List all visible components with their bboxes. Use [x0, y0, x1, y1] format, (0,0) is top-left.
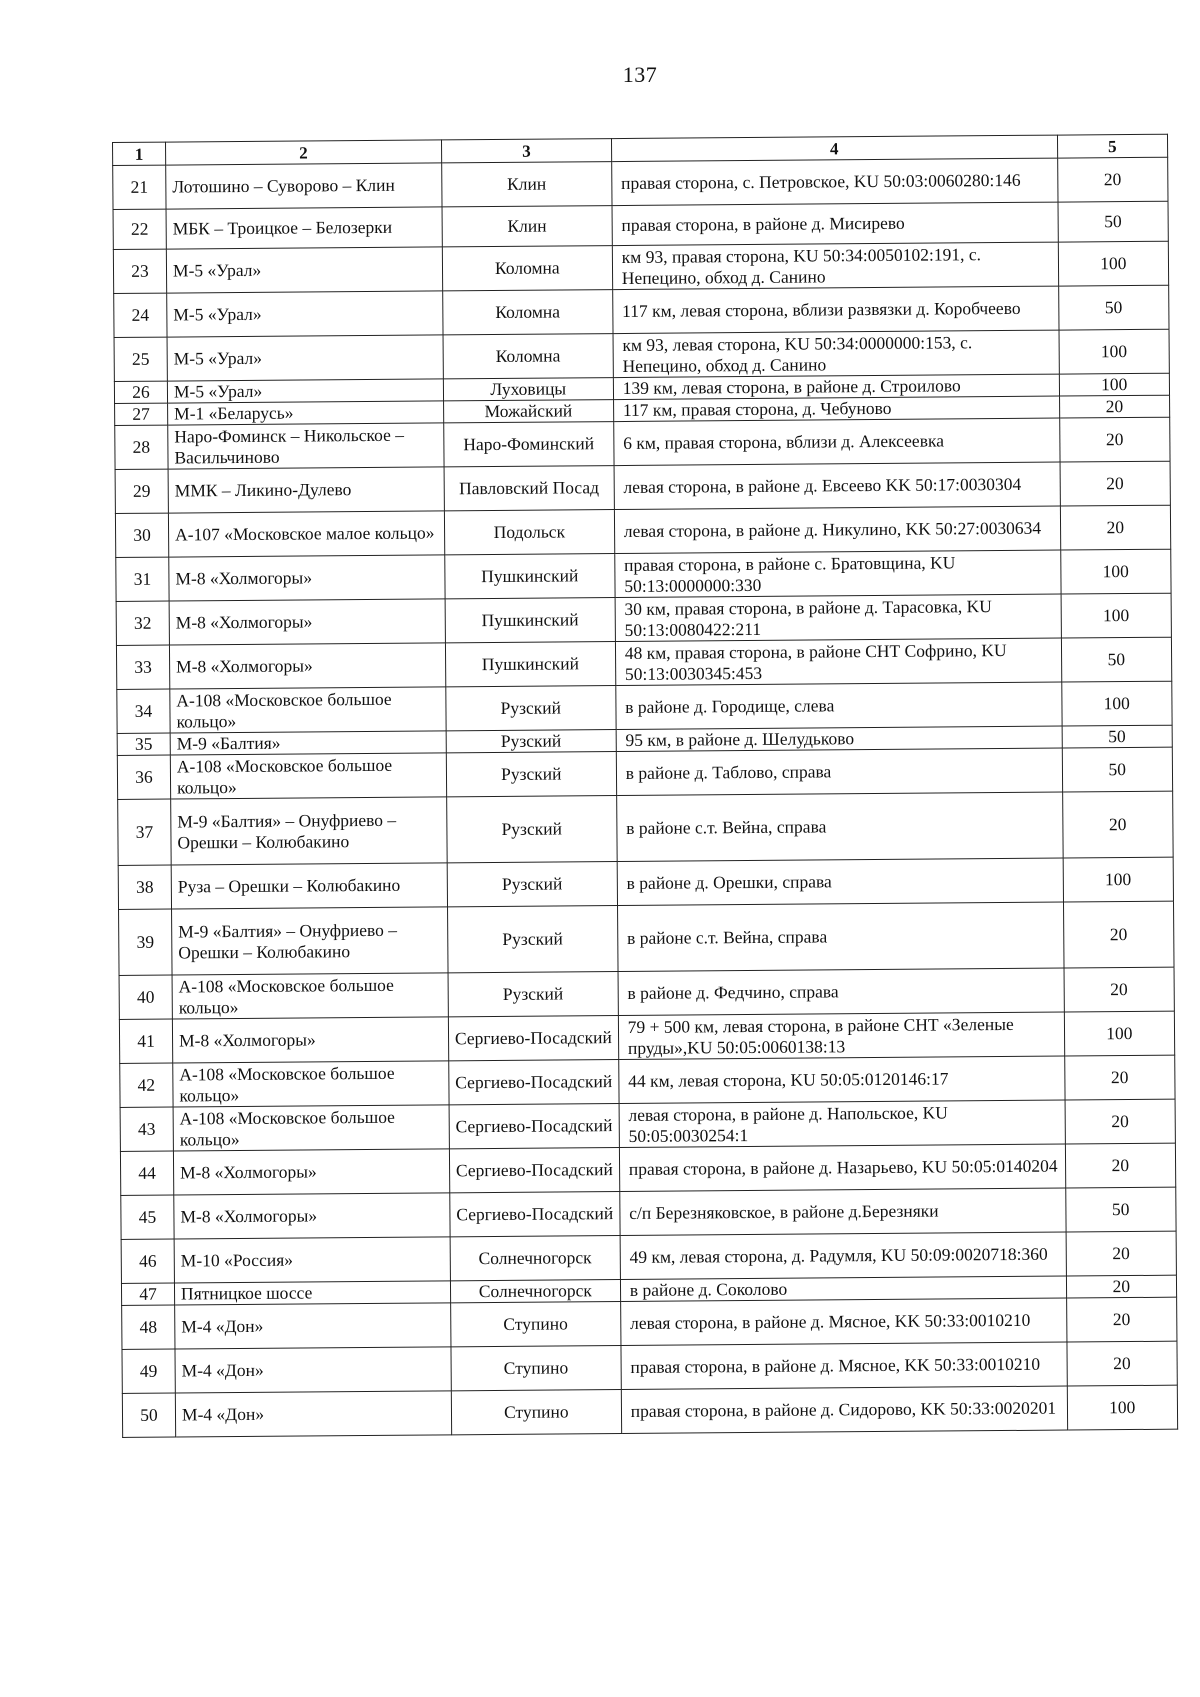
value-cell: 100	[1061, 681, 1172, 726]
location-cell: 95 км, в районе д. Шелудьково	[616, 726, 1062, 752]
road-cell: М-5 «Урал»	[167, 291, 443, 337]
road-cell: М-9 «Балтия» – Онуфриево – Орешки – Колюбакино	[171, 907, 447, 975]
road-cell: М-8 «Холмогоры»	[172, 1017, 448, 1063]
location-cell: 49 км, левая сторона, д. Радумля, KU 50:09:0020718:360	[620, 1232, 1066, 1280]
row-number-cell: 23	[113, 249, 166, 293]
value-cell: 20	[1065, 1143, 1176, 1188]
value-cell: 20	[1060, 505, 1171, 550]
row-number-cell: 34	[117, 689, 170, 733]
value-cell: 100	[1061, 593, 1172, 638]
billboard-sites-table	[112, 134, 1178, 1438]
district-cell: Ступино	[451, 1390, 621, 1435]
table-row	[119, 901, 1174, 975]
location-cell: в районе с.т. Вейна, справа	[616, 792, 1062, 861]
district-cell: Луховицы	[443, 378, 613, 401]
value-cell: 100	[1067, 1385, 1178, 1430]
district-cell: Сергиево-Посадский	[448, 1016, 618, 1061]
row-number-cell: 32	[116, 601, 169, 645]
location-cell: 117 км, правая сторона, д. Чебуново	[613, 396, 1059, 422]
page-number: 137	[622, 62, 658, 87]
district-cell: Пушкинский	[445, 554, 615, 599]
district-cell: Сергиево-Посадский	[450, 1192, 620, 1237]
value-cell: 20	[1064, 1055, 1175, 1100]
road-cell: А-108 «Московское большое кольцо»	[170, 753, 446, 799]
row-number-cell: 48	[122, 1305, 175, 1349]
value-cell: 50	[1061, 637, 1172, 682]
value-cell: 100	[1064, 1011, 1175, 1056]
location-cell: в районе д. Федчино, справа	[618, 968, 1064, 1016]
row-number-cell: 41	[119, 1019, 172, 1063]
location-cell: 48 км, правая сторона, в районе СНТ Софрино, KU 50:13:0030345:453	[615, 638, 1061, 686]
column-header-4: 4	[611, 135, 1057, 162]
location-cell: правая сторона, в районе д. Сидорово, KK 50:33:0020201	[621, 1386, 1067, 1434]
district-cell: Сергиево-Посадский	[449, 1148, 619, 1193]
district-cell: Коломна	[442, 246, 612, 291]
road-cell: Руза – Орешки – Колюбакино	[171, 863, 447, 909]
row-number-cell: 43	[120, 1107, 173, 1151]
table-body	[113, 157, 1178, 1437]
road-cell: А-107 «Московское малое кольцо»	[168, 511, 444, 557]
location-cell: км 93, левая сторона, KU 50:34:0000000:153, с. Непецино, обход д. Санино	[613, 330, 1059, 378]
value-cell: 50	[1058, 201, 1169, 242]
row-number-cell: 49	[122, 1349, 175, 1393]
road-cell: М-4 «Дон»	[175, 1391, 451, 1437]
value-cell: 20	[1066, 1231, 1177, 1276]
district-cell: Павловский Посад	[444, 466, 614, 511]
row-number-cell: 40	[119, 975, 172, 1019]
table-container	[112, 134, 1178, 1438]
row-number-cell: 35	[117, 733, 170, 755]
value-cell: 20	[1067, 1341, 1178, 1386]
location-cell: в районе с.т. Вейна, справа	[617, 902, 1063, 971]
row-number-cell: 50	[122, 1393, 175, 1437]
location-cell: левая сторона, в районе д. Никулино, KK 50:27:0030634	[614, 506, 1060, 554]
location-cell: левая сторона, в районе д. Мясное, KK 50:33:0010210	[620, 1298, 1066, 1346]
road-cell: Пятницкое шоссе	[174, 1281, 450, 1305]
district-cell: Рузский	[446, 730, 616, 753]
value-cell: 20	[1060, 461, 1171, 506]
district-cell: Сергиево-Посадский	[449, 1104, 619, 1149]
district-cell: Рузский	[448, 972, 618, 1017]
district-cell: Рузский	[446, 752, 616, 797]
location-cell: 44 км, левая сторона, KU 50:05:0120146:17	[619, 1056, 1065, 1104]
value-cell: 50	[1062, 725, 1173, 748]
road-cell: М-5 «Урал»	[166, 247, 442, 293]
column-header-1: 1	[113, 142, 166, 165]
location-cell: левая сторона, в районе д. Евсеево KK 50:17:0030304	[614, 462, 1060, 510]
value-cell: 100	[1058, 241, 1169, 286]
row-number-cell: 39	[119, 909, 172, 975]
row-number-cell: 30	[115, 513, 168, 557]
district-cell: Коломна	[443, 334, 613, 379]
value-cell: 20	[1066, 1297, 1177, 1342]
row-number-cell: 22	[113, 209, 166, 249]
row-number-cell: 37	[118, 799, 171, 865]
road-cell: М-8 «Холмогоры»	[169, 599, 445, 645]
district-cell: Наро-Фоминский	[444, 422, 614, 467]
table-row	[118, 791, 1173, 865]
row-number-cell: 28	[115, 425, 168, 469]
road-cell: А-108 «Московское большое кольцо»	[170, 687, 446, 733]
location-cell: в районе д. Таблово, справа	[616, 748, 1062, 796]
value-cell: 100	[1059, 329, 1170, 374]
value-cell: 50	[1058, 285, 1169, 330]
row-number-cell: 25	[114, 337, 167, 381]
district-cell: Коломна	[443, 290, 613, 335]
location-cell: км 93, правая сторона, KU 50:34:0050102:191, с. Непецино, обход д. Санино	[612, 242, 1058, 290]
district-cell: Солнечногорск	[450, 1280, 620, 1303]
row-number-cell: 45	[121, 1195, 174, 1239]
road-cell: М-8 «Холмогоры»	[173, 1149, 449, 1195]
location-cell: 30 км, правая сторона, в районе д. Тарасовка, KU 50:13:0080422:211	[615, 594, 1061, 642]
table-row	[122, 1385, 1177, 1437]
row-number-cell: 31	[116, 557, 169, 601]
row-number-cell: 36	[117, 755, 170, 799]
district-cell: Пушкинский	[445, 598, 615, 643]
road-cell: Наро-Фоминск – Никольское – Васильчиново	[168, 423, 444, 469]
column-header-2: 2	[165, 140, 441, 165]
value-cell: 100	[1063, 857, 1174, 902]
value-cell: 20	[1065, 1099, 1176, 1144]
location-cell: в районе д. Соколово	[620, 1276, 1066, 1302]
column-header-3: 3	[441, 139, 611, 163]
location-cell: 117 км, левая сторона, вблизи развязки д. Коробчеево	[612, 286, 1058, 334]
district-cell: Солнечногорск	[450, 1236, 620, 1281]
road-cell: М-4 «Дон»	[175, 1303, 451, 1349]
row-number-cell: 42	[120, 1063, 173, 1107]
road-cell: ММК – Ликино-Дулево	[168, 467, 444, 513]
value-cell: 20	[1066, 1275, 1177, 1298]
row-number-cell: 47	[121, 1283, 174, 1305]
district-cell: Рузский	[446, 796, 616, 863]
row-number-cell: 26	[114, 381, 167, 403]
location-cell: правая сторона, в районе д. Мясное, KK 50:33:0010210	[621, 1342, 1067, 1390]
district-cell: Подольск	[444, 510, 614, 555]
row-number-cell: 46	[121, 1239, 174, 1283]
column-header-5: 5	[1057, 134, 1168, 158]
value-cell: 100	[1060, 549, 1171, 594]
road-cell: Лотошино – Суворово – Клин	[166, 163, 442, 209]
location-cell: правая сторона, в районе д. Назарьево, KU 50:05:0140204	[619, 1144, 1065, 1192]
district-cell: Рузский	[447, 906, 617, 973]
value-cell: 50	[1065, 1187, 1176, 1232]
road-cell: М-9 «Балтия»	[170, 731, 446, 755]
location-cell: в районе д. Городище, слева	[616, 682, 1062, 730]
district-cell: Ступино	[450, 1302, 620, 1347]
value-cell: 20	[1064, 967, 1175, 1012]
road-cell: М-5 «Урал»	[167, 335, 443, 381]
road-cell: А-108 «Московское большое кольцо»	[173, 1061, 449, 1107]
location-cell: правая сторона, в районе с. Братовщина, KU 50:13:0000000:330	[615, 550, 1061, 598]
road-cell: М-8 «Холмогоры»	[169, 643, 445, 689]
value-cell: 20	[1059, 417, 1170, 462]
value-cell: 20	[1062, 791, 1173, 858]
value-cell: 100	[1059, 373, 1170, 396]
location-cell: правая сторона, в районе д. Мисирево	[612, 202, 1058, 246]
row-number-cell: 38	[118, 865, 171, 909]
location-cell: 79 + 500 км, левая сторона, в районе СНТ «Зеленые пруды»,KU 50:05:0060138:13	[618, 1012, 1064, 1060]
row-number-cell: 44	[120, 1151, 173, 1195]
district-cell: Пушкинский	[445, 642, 615, 687]
row-number-cell: 33	[116, 645, 169, 689]
district-cell: Сергиево-Посадский	[449, 1060, 619, 1105]
road-cell: М-4 «Дон»	[175, 1347, 451, 1393]
district-cell: Клин	[442, 206, 612, 247]
value-cell: 20	[1057, 157, 1168, 202]
value-cell: 20	[1063, 901, 1174, 968]
road-cell: М-8 «Холмогоры»	[169, 555, 445, 601]
row-number-cell: 27	[115, 403, 168, 425]
road-cell: М-9 «Балтия» – Онуфриево – Орешки – Колюбакино	[171, 797, 447, 865]
row-number-cell: 29	[115, 469, 168, 513]
location-cell: левая сторона, в районе д. Напольское, KU 50:05:0030254:1	[619, 1100, 1065, 1148]
road-cell: М-10 «Россия»	[174, 1237, 450, 1283]
road-cell: А-108 «Московское большое кольцо»	[172, 973, 448, 1019]
district-cell: Ступино	[451, 1346, 621, 1391]
location-cell: с/п Березняковское, в районе д.Березняки	[620, 1188, 1066, 1236]
district-cell: Клин	[442, 162, 612, 207]
district-cell: Рузский	[447, 862, 617, 907]
location-cell: 139 км, левая сторона, в районе д. Строилово	[613, 374, 1059, 400]
road-cell: МБК – Троицкое – Белозерки	[166, 207, 442, 249]
row-number-cell: 24	[114, 293, 167, 337]
district-cell: Рузский	[446, 686, 616, 731]
road-cell: М-5 «Урал»	[167, 379, 443, 403]
road-cell: М-1 «Беларусь»	[168, 401, 444, 425]
location-cell: 6 км, правая сторона, вблизи д. Алексеевка	[613, 418, 1059, 466]
value-cell: 20	[1059, 395, 1170, 418]
value-cell: 50	[1062, 747, 1173, 792]
road-cell: А-108 «Московское большое кольцо»	[173, 1105, 449, 1151]
district-cell: Можайский	[443, 400, 613, 423]
road-cell: М-8 «Холмогоры»	[174, 1193, 450, 1239]
location-cell: в районе д. Орешки, справа	[617, 858, 1063, 906]
location-cell: правая сторона, с. Петровское, KU 50:03:0060280:146	[611, 158, 1057, 206]
row-number-cell: 21	[113, 165, 166, 209]
